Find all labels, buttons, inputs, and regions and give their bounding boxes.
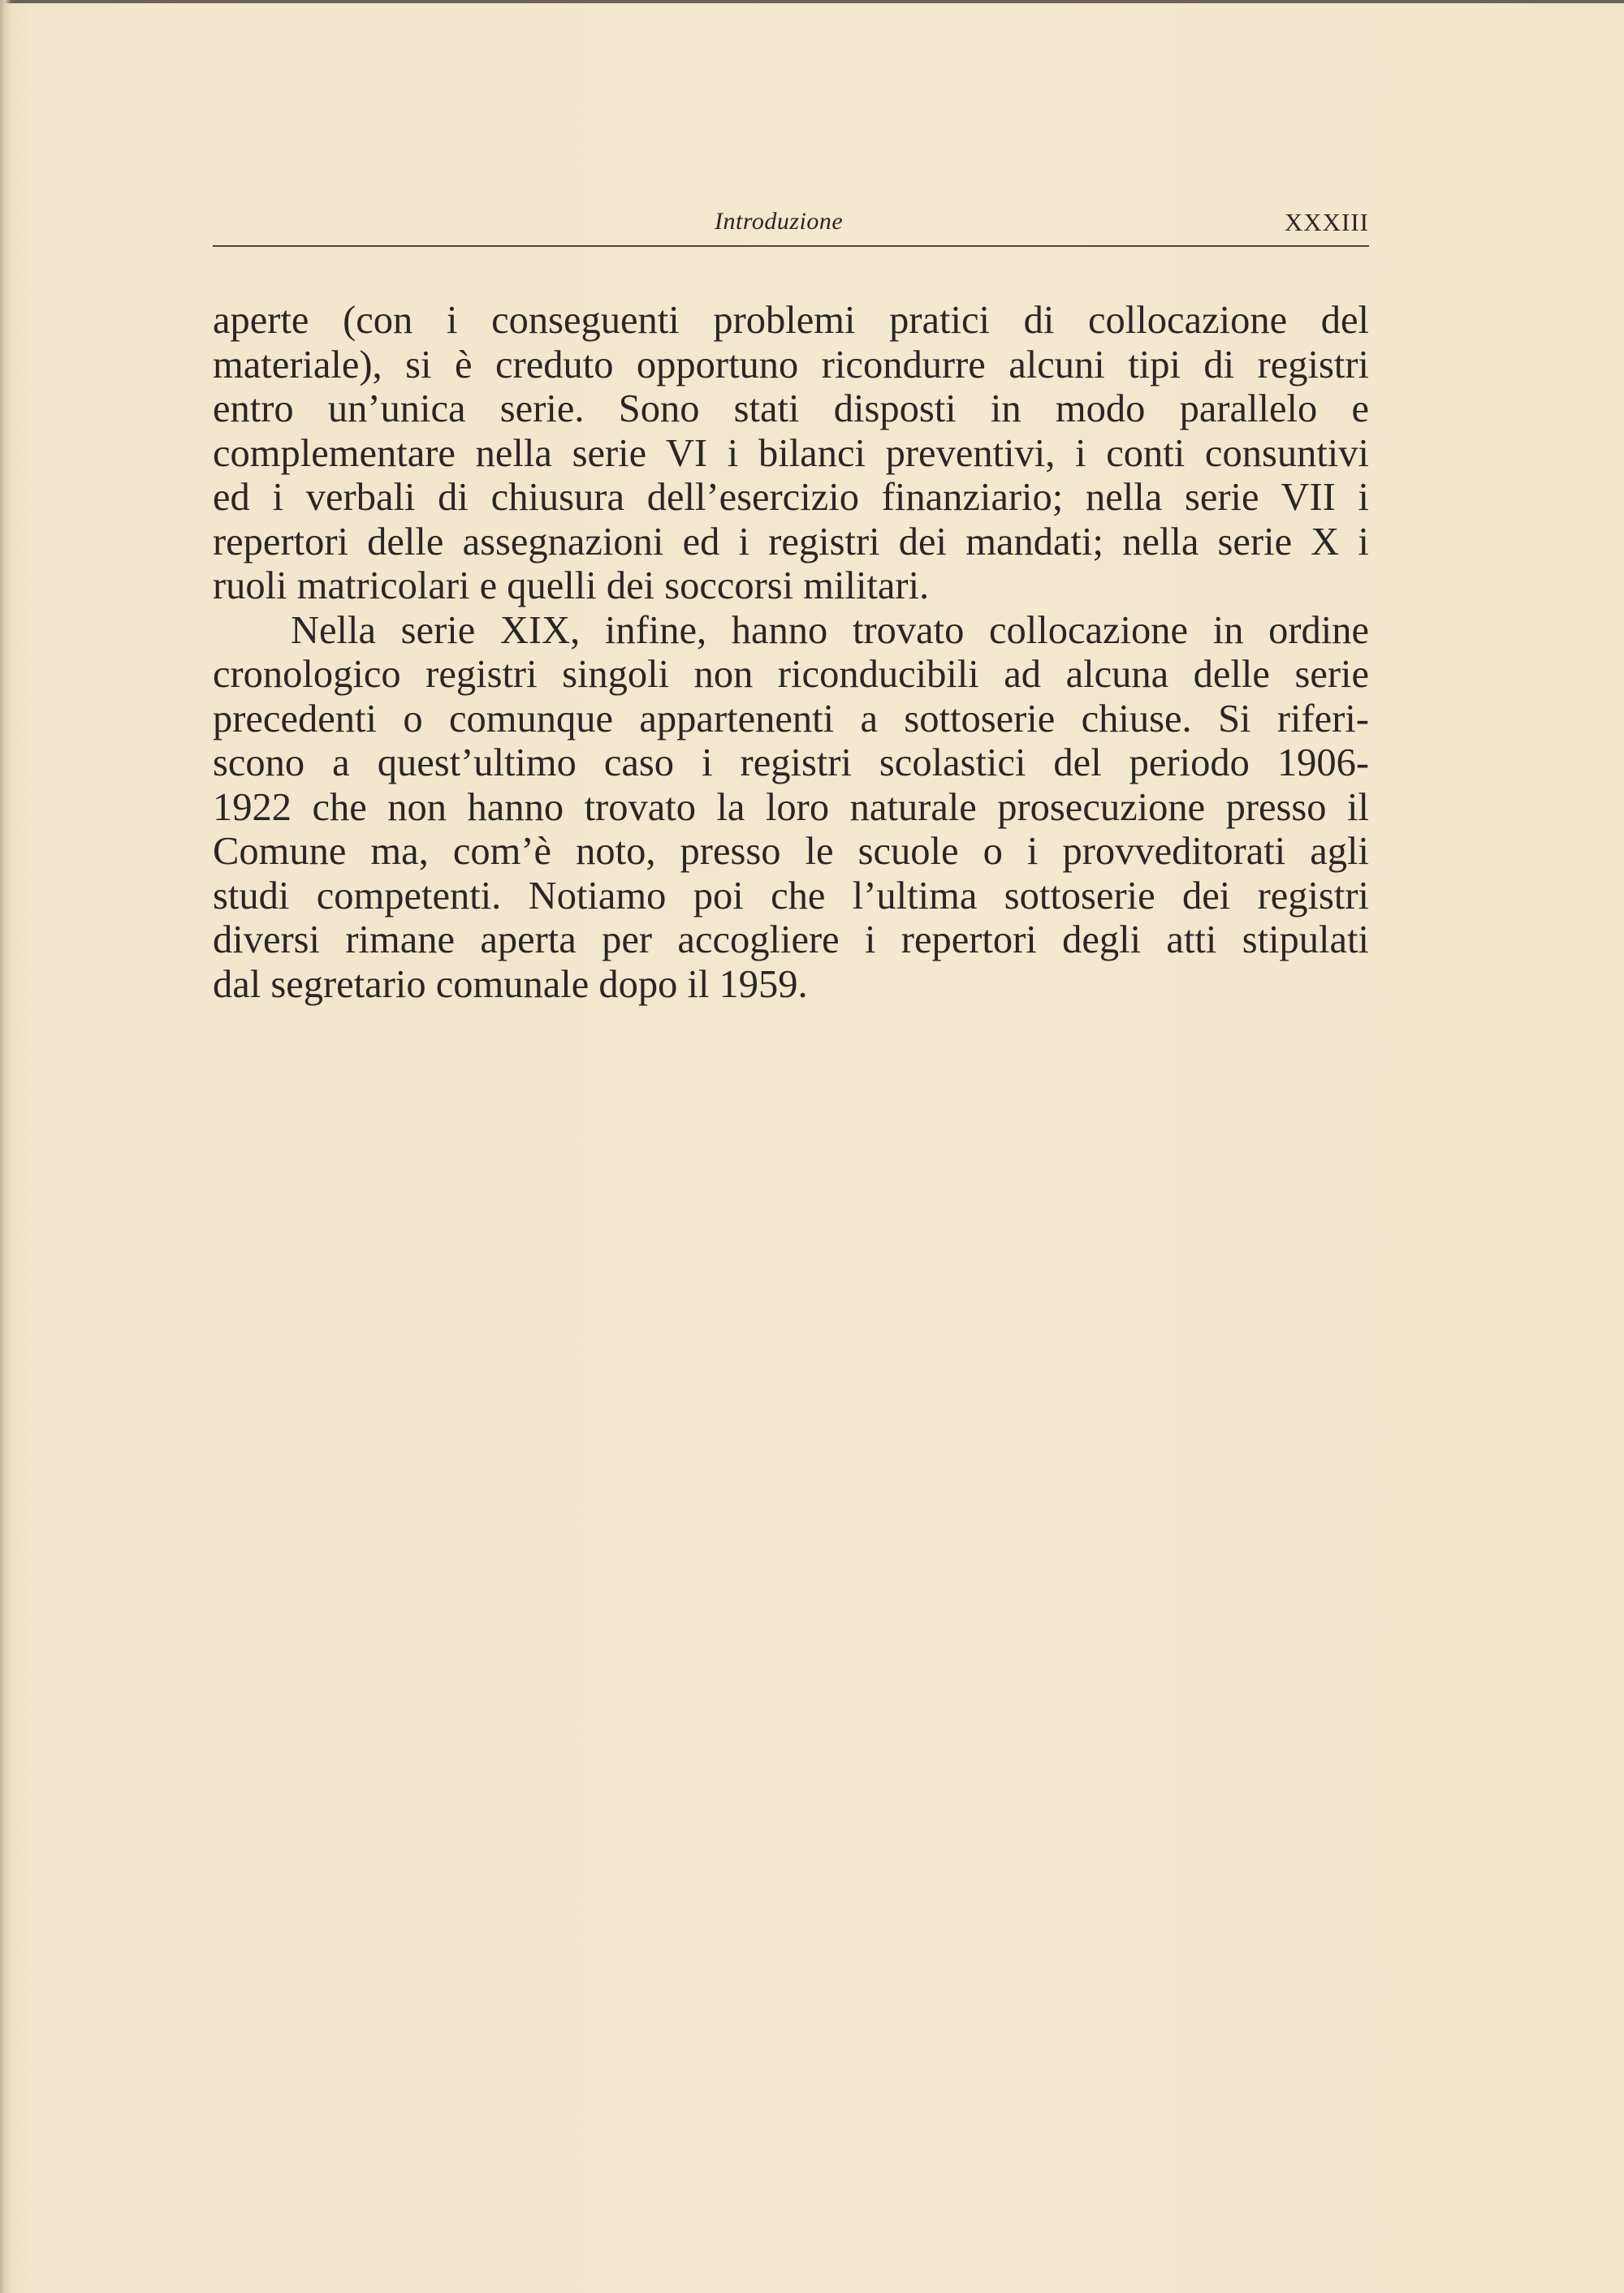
- page-number: XXXIII: [1284, 208, 1369, 236]
- text-line: dal segretario comunale dopo il 1959.: [213, 962, 808, 1006]
- text-line: Nella serie XIX, infine, hanno trovato collocazione in ordine: [291, 608, 1369, 652]
- text-line: repertori delle assegnazioni ed i registri dei mandati; nella serie X i: [213, 520, 1369, 564]
- text-line: studi competenti. Notiamo poi che l’ultima sottoserie dei registri: [213, 874, 1369, 918]
- page-binding-edge: [0, 0, 11, 2293]
- running-head: [213, 206, 1369, 244]
- text-line: Comune ma, com’è noto, presso le scuole o i provveditorati agli: [213, 830, 1369, 873]
- text-line: precedenti o comunque appartenenti a sottoserie chiuse. Si riferi-: [213, 697, 1369, 741]
- text-line: aperte (con i conseguenti problemi pratici di collocazione del: [213, 299, 1369, 342]
- page-top-edge: [0, 0, 1624, 3]
- text-line: diversi rimane aperta per accogliere i repertori degli atti stipulati: [213, 918, 1369, 961]
- running-title: Introduzione: [715, 208, 844, 235]
- paragraph-2: [213, 609, 1369, 1008]
- text-line: materiale), si è creduto opportuno ricondurre alcuni tipi di registri: [213, 343, 1369, 386]
- text-line: entro un’unica serie. Sono stati disposti in modo parallelo e: [213, 387, 1369, 430]
- text-line: complementare nella serie VI i bilanci preventivi, i conti consuntivi: [213, 431, 1369, 475]
- text-line: cronologico registri singoli non riconducibili ad alcuna delle serie: [213, 653, 1369, 696]
- text-line: ruoli matricolari e quelli dei soccorsi militari.: [213, 564, 930, 607]
- text-line: scono a quest’ultimo caso i registri scolastici del periodo 1906-: [213, 741, 1369, 784]
- paragraph-1: [213, 299, 1369, 609]
- body-text: [213, 299, 1369, 1007]
- text-line: ed i verbali di chiusura dell’esercizio finanziario; nella serie VII i: [213, 476, 1369, 519]
- text-line: 1922 che non hanno trovato la loro naturale prosecuzione presso il: [213, 785, 1369, 829]
- header-rule: [213, 245, 1369, 247]
